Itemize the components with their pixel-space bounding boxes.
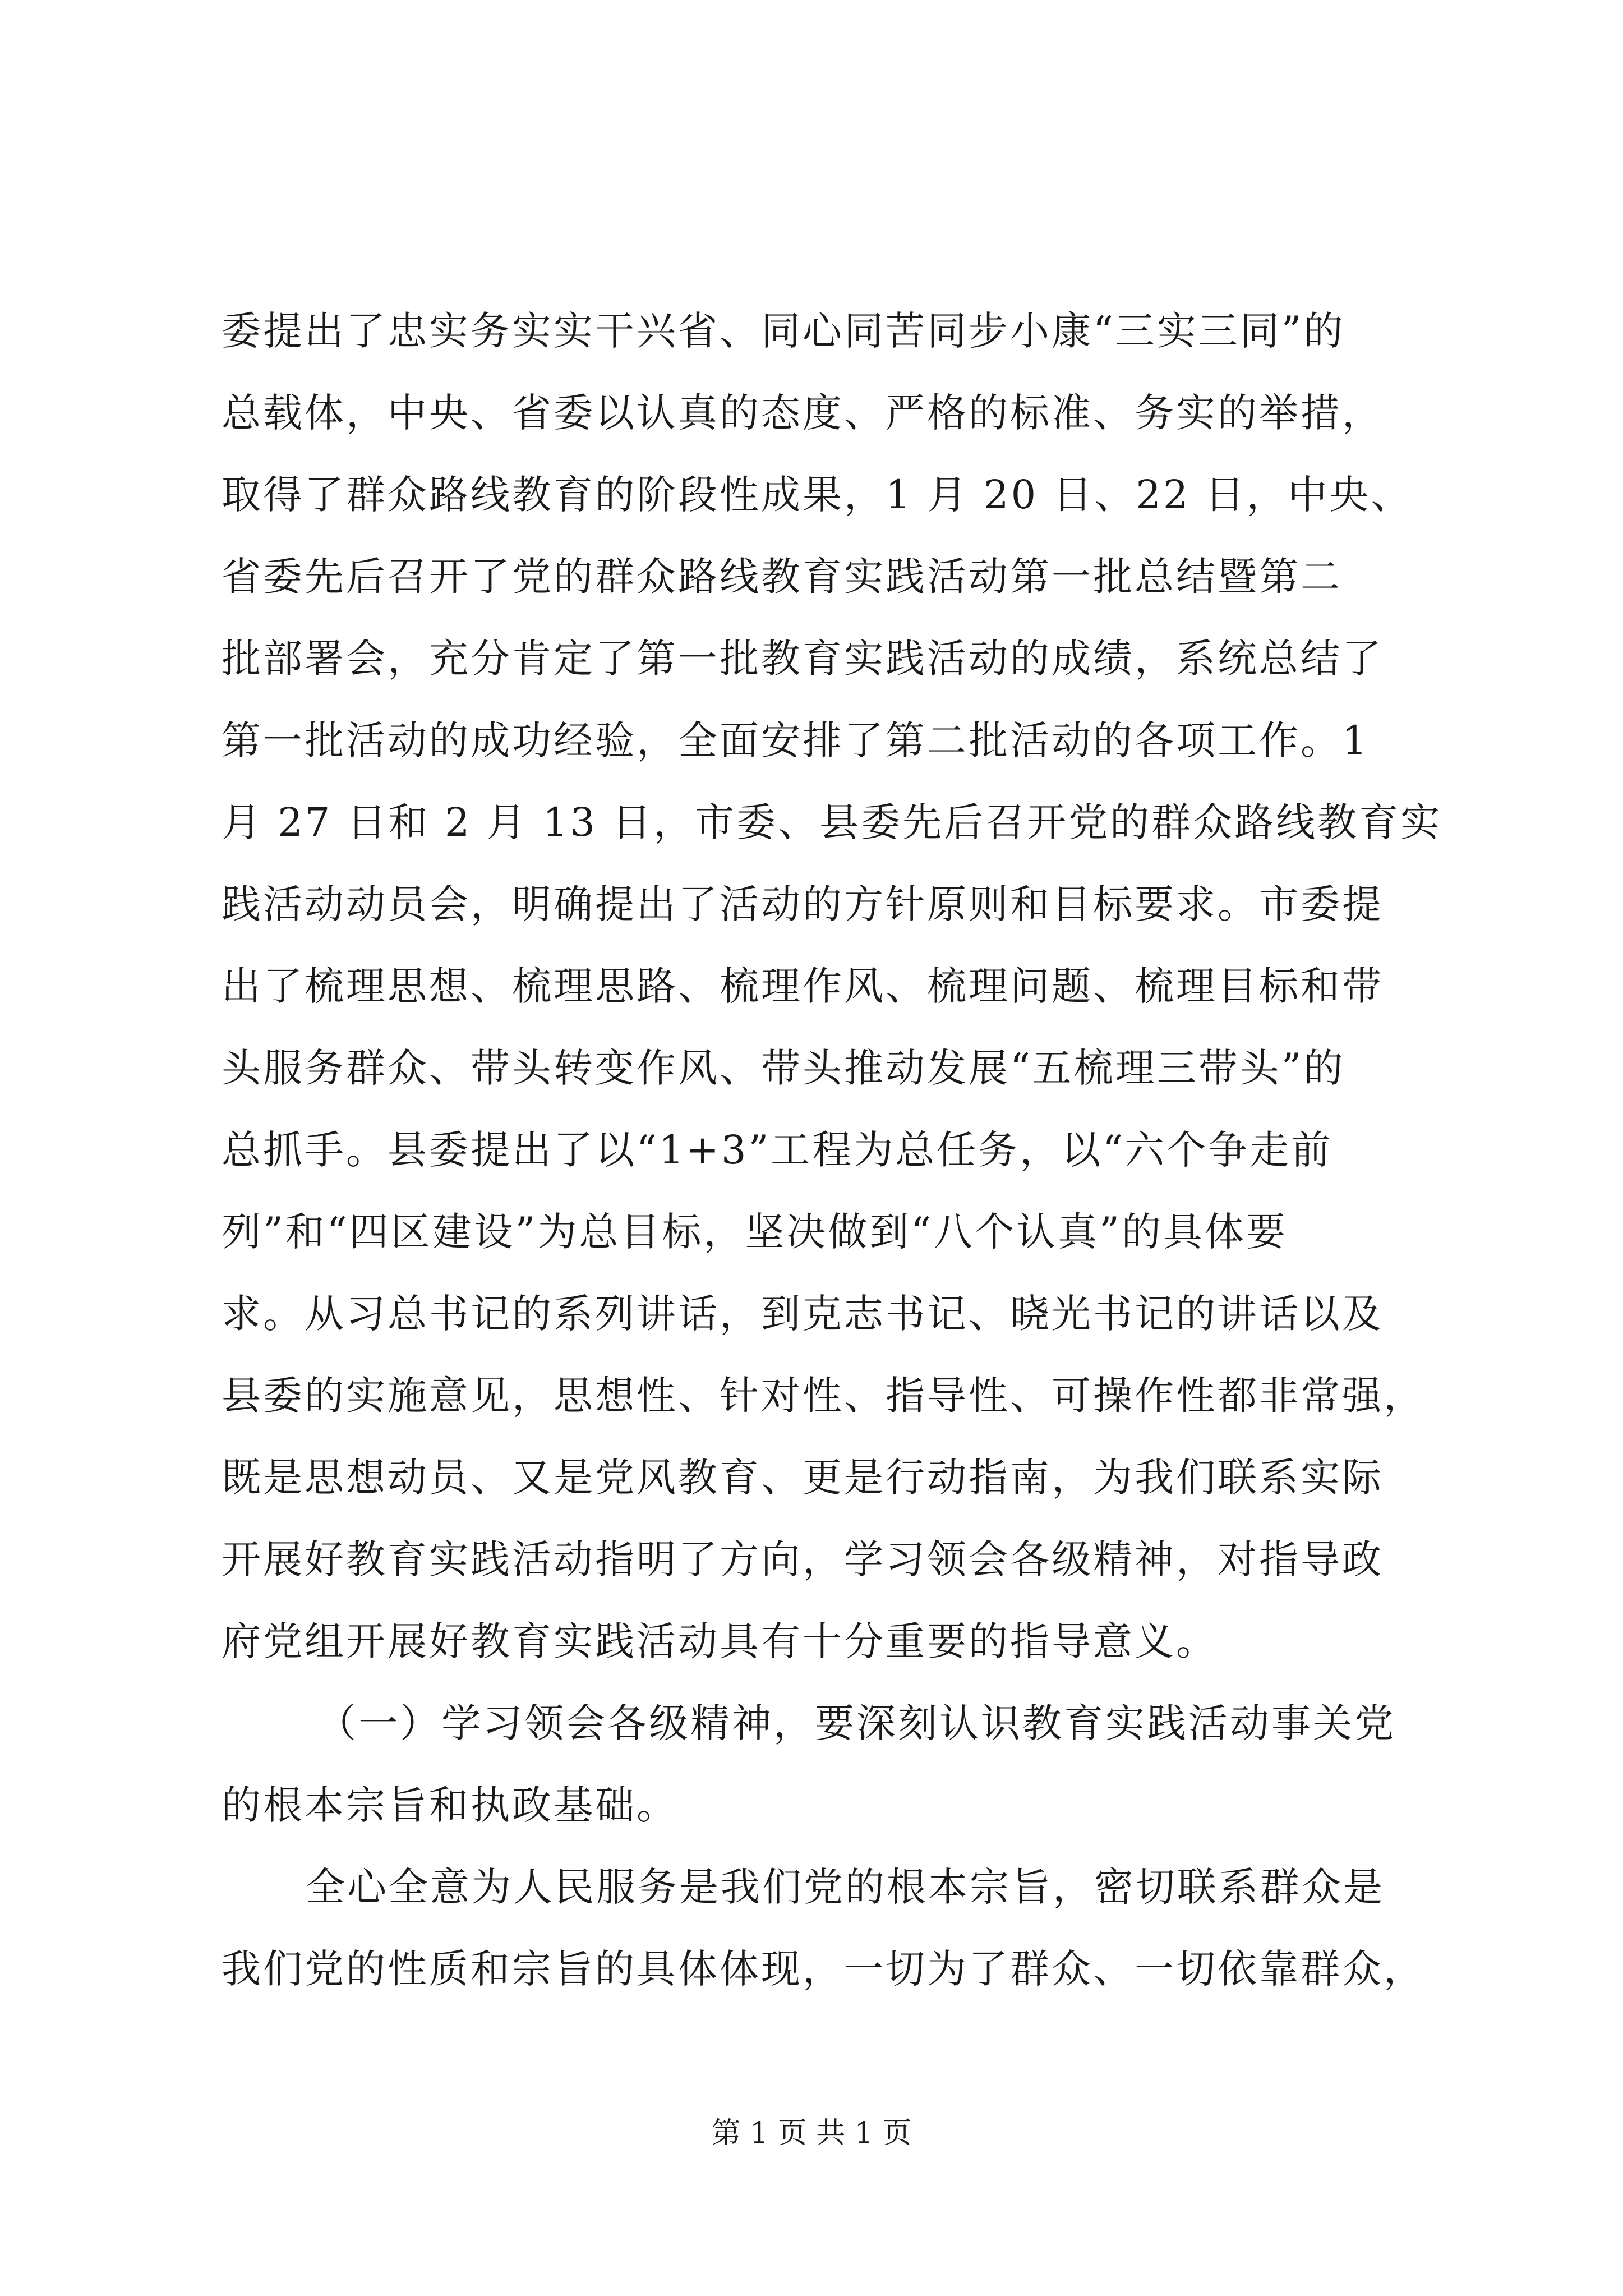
text-line: 总载体，中央、省委以认真的态度、严格的标准、务实的举措， bbox=[222, 390, 1384, 436]
page-footer: 第 1 页 共 1 页 bbox=[711, 2116, 912, 2150]
text-line: 第一批活动的成功经验，全面安排了第二批活动的各项工作。1 bbox=[222, 717, 1370, 763]
text-line: 出了梳理思想、梳理思路、梳理作风、梳理问题、梳理目标和带 bbox=[222, 963, 1384, 1009]
text-line: 头服务群众、带头转变作风、带头推动发展“五梳理三带头”的 bbox=[222, 1045, 1345, 1091]
text-line: 取得了群众路线教育的阶段性成果，1 月 20 日、22 日，中央、 bbox=[222, 472, 1413, 518]
text-line: 既是思想动员、又是党风教育、更是行动指南，为我们联系实际 bbox=[222, 1455, 1384, 1501]
paragraph-start: 全心全意为人民服务是我们党的根本宗旨，密切联系群众是 bbox=[306, 1864, 1385, 1910]
section-heading-continued: 的根本宗旨和执政基础。 bbox=[222, 1782, 678, 1828]
text-line: 批部署会，充分肯定了第一批教育实践活动的成绩，系统总结了 bbox=[222, 636, 1384, 682]
text-line: 县委的实施意见，思想性、针对性、指导性、可操作性都非常强， bbox=[222, 1373, 1425, 1419]
text-line: 月 27 日和 2 月 13 日，市委、县委先后召开党的群众路线教育实 bbox=[222, 799, 1442, 845]
text-line: 列”和“四区建设”为总目标，坚决做到“八个认真”的具体要 bbox=[222, 1209, 1288, 1255]
text-line: 我们党的性质和宗旨的具体体现，一切为了群众、一切依靠群众， bbox=[222, 1946, 1425, 1992]
text-line: 践活动动员会，明确提出了活动的方针原则和目标要求。市委提 bbox=[222, 881, 1384, 927]
text-line: 府党组开展好教育实践活动具有十分重要的指导意义。 bbox=[222, 1618, 1218, 1664]
text-line: 省委先后召开了党的群众路线教育实践活动第一批总结暨第二 bbox=[222, 554, 1342, 600]
text-line: 委提出了忠实务实实干兴省、同心同苦同步小康“三实三同”的 bbox=[222, 308, 1345, 354]
text-line: 总抓手。县委提出了以“1+3”工程为总任务，以“六个争走前 bbox=[222, 1127, 1333, 1173]
text-line: 开展好教育实践活动指明了方向，学习领会各级精神，对指导政 bbox=[222, 1536, 1384, 1582]
section-heading: （一）学习领会各级精神，要深刻认识教育实践活动事关党 bbox=[317, 1700, 1396, 1746]
text-line: 求。从习总书记的系列讲话，到克志书记、晓光书记的讲话以及 bbox=[222, 1291, 1384, 1337]
